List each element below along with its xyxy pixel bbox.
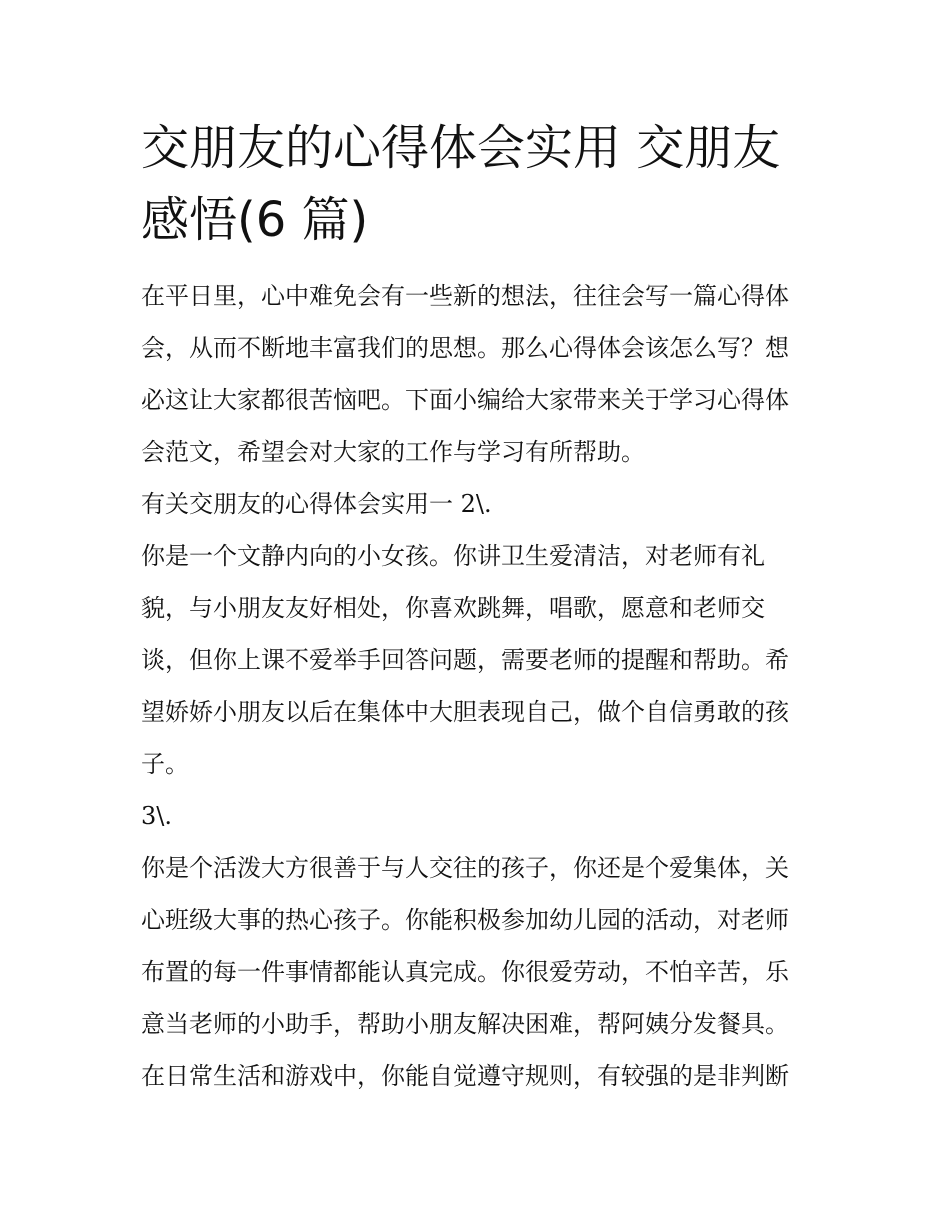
paragraph-line: 心班级大事的热心孩子。你能积极参加幼儿园的活动，对老师 bbox=[141, 906, 789, 934]
paragraph-line: 你是个活泼大方很善于与人交往的孩子，你还是个爱集体，关 bbox=[141, 854, 789, 882]
body-paragraph bbox=[141, 842, 813, 1102]
paragraph-line: 会范文，希望会对大家的工作与学习有所帮助。 bbox=[141, 438, 645, 466]
paragraph-line: 子。 bbox=[141, 750, 189, 778]
section-heading-paragraph bbox=[141, 478, 813, 530]
paragraph-line: 貌，与小朋友友好相处，你喜欢跳舞，唱歌，愿意和老师交 bbox=[141, 594, 765, 622]
paragraph-line: 有关交朋友的心得体会实用一 2\. bbox=[141, 490, 492, 518]
paragraph-line: 望娇娇小朋友以后在集体中大胆表现自己，做个自信勇敢的孩 bbox=[141, 698, 789, 726]
paragraph-line: 意当老师的小助手，帮助小朋友解决困难，帮阿姨分发餐具。 bbox=[141, 1010, 789, 1038]
paragraph-line: 布置的每一件事情都能认真完成。你很爱劳动，不怕辛苦，乐 bbox=[141, 958, 789, 986]
paragraph-line: 必这让大家都很苦恼吧。下面小编给大家带来关于学习心得体 bbox=[141, 386, 789, 414]
title-line: 交朋友的心得体会实用 交朋友 bbox=[141, 120, 781, 176]
intro-paragraph bbox=[141, 270, 813, 478]
body-paragraph bbox=[141, 530, 813, 790]
paragraph-line: 在平日里，心中难免会有一些新的想法，往往会写一篇心得体 bbox=[141, 282, 789, 310]
paragraph-line: 你是一个文静内向的小女孩。你讲卫生爱清洁，对老师有礼 bbox=[141, 542, 765, 570]
paragraph-line: 谈，但你上课不爱举手回答问题，需要老师的提醒和帮助。希 bbox=[141, 646, 789, 674]
title-line: 感悟(6 篇) bbox=[141, 192, 369, 248]
paragraph-line: 在日常生活和游戏中，你能自觉遵守规则，有较强的是非判断 bbox=[141, 1062, 789, 1090]
paragraph-line: 会，从而不断地丰富我们的思想。那么心得体会该怎么写？想 bbox=[141, 334, 789, 362]
document-title bbox=[141, 112, 813, 256]
paragraph-line: 3\. bbox=[141, 802, 172, 830]
item-number-paragraph bbox=[141, 790, 813, 842]
document-body bbox=[141, 112, 813, 1102]
